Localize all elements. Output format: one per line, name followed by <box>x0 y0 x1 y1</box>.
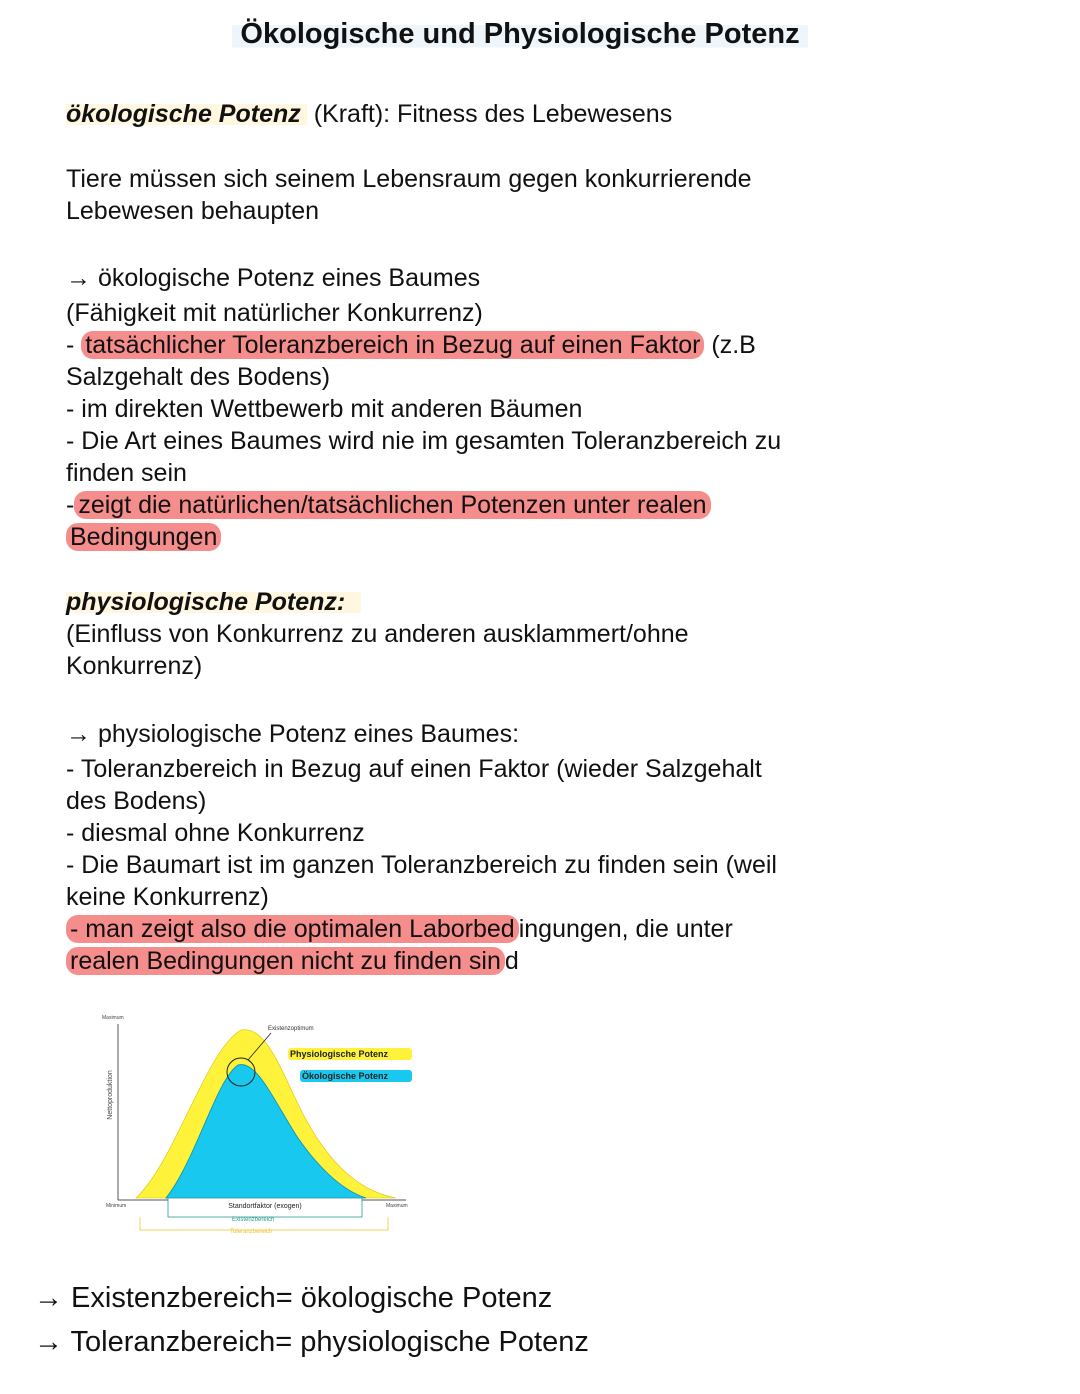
y-min-label: Minimum <box>106 1203 127 1209</box>
optimum-label: Existenzoptimum <box>268 1026 314 1032</box>
potenz-diagram-svg <box>96 1010 426 1240</box>
legend-eco-text: Ökologische Potenz <box>302 1071 389 1081</box>
eco-bullet-1-line2: Salzgehalt des Bodens) <box>66 363 331 391</box>
existenz-label: Existenzbereich <box>232 1217 275 1223</box>
x-axis-label: Standortfaktor (exogen) <box>228 1203 302 1210</box>
phy-bullet-3-line1: - Die Baumart ist im ganzen Toleranzbereich zu finden sein (weil <box>66 851 777 879</box>
phy-b4-highlight-1: - man zeigt also die optimalen Laborbed <box>66 915 519 943</box>
eco-b4-dash: - <box>66 491 75 519</box>
eco-definition <box>66 98 866 130</box>
eco-bullet-4-line2 <box>66 521 866 553</box>
phy-bullet-2: - diesmal ohne Konkurrenz <box>66 819 365 847</box>
phy-bullet-4 <box>66 913 866 945</box>
phy-definition <box>66 586 866 618</box>
phy-bullet-1-line1: - Toleranzbereich in Bezug auf einen Faktor (wieder Salzgehalt <box>66 755 762 783</box>
eco-b1-highlight: tatsächlicher Toleranzbereich in Bezug auf einen Faktor <box>81 331 704 359</box>
phy-b4-rest-2: d <box>504 947 519 975</box>
phy-arrow-line: → physiologische Potenz eines Baumes: <box>66 720 520 748</box>
legend-physio-text: Physiologische Potenz <box>290 1049 389 1059</box>
page-title-text: Ökologische und Physiologische Potenz <box>232 18 807 50</box>
phy-bullet-3-line2: keine Konkurrenz) <box>66 883 269 911</box>
eco-p1-line2: Lebewesen behaupten <box>66 197 320 225</box>
eco-b1-dash: - <box>66 331 75 359</box>
eco-p1-line1: Tiere müssen sich seinem Lebensraum gegen konkurrierende <box>66 165 752 193</box>
eco-b4-highlight-1: zeigt die natürlichen/tatsächlichen Potenzen unter realen <box>74 491 710 519</box>
phy-paren-line1: (Einfluss von Konkurrenz zu anderen ausklammert/ohne <box>66 620 689 648</box>
phy-bullet-1-line2: des Bodens) <box>66 787 207 815</box>
eco-bullet-4 <box>66 489 866 521</box>
eco-bullet-3-line2: finden sein <box>66 459 187 487</box>
potenz-diagram <box>96 1010 426 1240</box>
eco-term: ökologische Potenz <box>66 100 307 128</box>
eco-bullet-2: - im direkten Wettbewerb mit anderen Bäumen <box>66 395 583 423</box>
summary-line-toleranz: → Toleranzbereich= physiologische Potenz <box>34 1326 589 1358</box>
phy-bullet-4-line2 <box>66 945 866 977</box>
eco-b1-rest: (z.B <box>704 331 756 359</box>
eco-term-rest: (Kraft): Fitness des Lebewesens <box>306 100 673 128</box>
phy-b4-highlight-2: realen Bedingungen nicht zu finden sin <box>66 947 505 975</box>
phy-paren-line2: Konkurrenz) <box>66 652 203 680</box>
eco-paren-line: (Fähigkeit mit natürlicher Konkurrenz) <box>66 299 483 327</box>
phy-b4-rest-1: ingungen, die unter <box>518 915 733 943</box>
y-axis-label: Nettoproduktion <box>107 1070 114 1120</box>
page-title <box>0 14 1040 54</box>
summary-footer <box>34 1276 589 1364</box>
eco-b4-highlight-2: Bedingungen <box>66 523 221 551</box>
eco-arrow-line: → ökologische Potenz eines Baumes <box>66 264 481 292</box>
y-max-label: Maximum <box>102 1015 124 1021</box>
eco-bullet-1 <box>66 329 866 361</box>
summary-line-existenz: → Existenzbereich= ökologische Potenz <box>34 1282 553 1314</box>
document-body <box>66 98 866 977</box>
toleranz-label: Toleranzbereich <box>230 1229 273 1235</box>
phy-term: physiologische Potenz: <box>66 588 361 616</box>
eco-bullet-3-line1: - Die Art eines Baumes wird nie im gesamten Toleranzbereich zu <box>66 427 782 455</box>
x-max-label: Maximum <box>386 1203 408 1209</box>
